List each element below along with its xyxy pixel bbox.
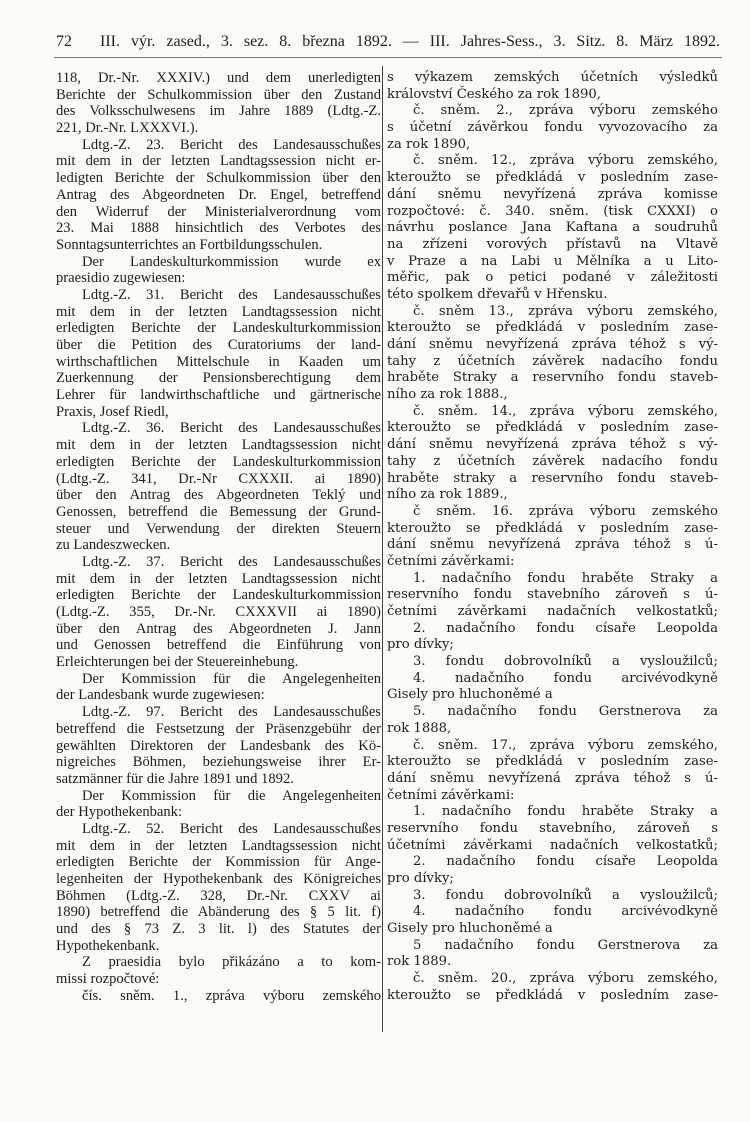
text-line: této spolkem dřevařů v Hřensku. [387, 286, 608, 302]
text-line: č. sněm. 12., zpráva výboru zemského, [413, 153, 718, 169]
text-line: dání sněmu nevyřízená zpráva téhož s ú- [387, 537, 718, 553]
text-line: Zuerkennung der Pensionsberechtigung dem [56, 370, 381, 387]
german-column [56, 70, 381, 1005]
text-line: praesidio zugewiesen: [56, 270, 186, 287]
text-line: mit dem in der letzten Landtagssession nicht [56, 437, 381, 454]
text-line: Lehrer für landwirthschaftliche und gärtnerische [56, 387, 381, 404]
column-divider [382, 66, 383, 1032]
text-line: gewählten Direktoren der Landesbank des Kö- [56, 737, 381, 754]
text-line: ního za rok 1889., [387, 487, 508, 503]
text-line: mit dem in der letzten Landtagssession nicht [56, 570, 381, 587]
text-line: kteroužto se předkládá v posledním zase- [387, 170, 718, 186]
text-line: č. sněm. 14., zpráva výboru zemského, [413, 403, 718, 419]
text-line: ledigten Berichte der Schulkommission über den [56, 170, 381, 187]
text-line: 3. fondu dobrovolníků a vysloužilců; [413, 887, 718, 903]
text-line: č. sněm 13., zpráva výboru zemského, [413, 303, 718, 319]
text-line: über den Antrag des Abgeordneten Teklý und [56, 487, 381, 504]
text-line: 1. nadačního fondu hraběte Straky a [413, 804, 718, 820]
text-line: 2. nadačního fondu císaře Leopolda [413, 620, 718, 636]
text-line: Gisely pro hluchoněmé a [387, 687, 553, 703]
text-line: ního za rok 1888., [387, 387, 508, 403]
text-line: č. sněm. 17., zpráva výboru zemského, [413, 737, 718, 753]
text-line: rok 1889. [387, 954, 452, 970]
text-line: kteroužto se předkládá v posledním zase- [387, 320, 718, 336]
text-line: über die Petition des Curatoriums der land- [56, 337, 381, 353]
text-line: Der Kommission für die Angelegenheiten [82, 787, 381, 804]
text-line: měřic, pak o petici podané v záležitosti [387, 270, 718, 286]
text-line: Ldtg.-Z. 23. Bericht des Landesausschußes [82, 136, 381, 153]
text-line: des Volksschulwesens im Jahre 1889 (Ldtg.-Z. [56, 103, 381, 120]
text-line: erledigten Berichte der Landeskulturkommission [56, 587, 381, 604]
text-line: č. sněm. 2., zpráva výboru zemského [413, 103, 718, 119]
page-number: 72 [56, 33, 72, 50]
text-line: reservního fondu stavebního, zároveň s [387, 820, 718, 836]
text-line: wirthschaftlichen Mittelschule in Kaaden um [56, 353, 381, 370]
text-line: Der Kommission für die Angelegenheiten [82, 670, 381, 687]
text-line: satzmänner für die Jahre 1891 und 1892. [56, 770, 294, 787]
text-line: kteroužto se předkládá v posledním zase- [387, 520, 718, 536]
text-line: und Genossen betreffend die Einführung von [56, 637, 381, 654]
text-line: četními závěrkami: [387, 787, 515, 803]
text-line: rok 1888, [387, 720, 452, 736]
text-line: steuer und Verwendung der direkten Steuern [56, 520, 381, 537]
text-line: Gisely pro hluchoněmé a [387, 921, 553, 937]
text-line: 5 nadačního fondu Gerstnerova za [413, 937, 718, 953]
czech-column [387, 70, 718, 1005]
text-line: mit dem in der letzten Landtagssession nicht er- [56, 153, 381, 170]
text-line: království Českého za rok 1890, [387, 86, 601, 102]
text-line: den Widerruf der Ministerialverordnung vom [56, 203, 381, 220]
text-line: dání sněmu nevyřízená zpráva komisse [387, 186, 718, 202]
text-line: reservního fondu stavebního zároveň s ú- [387, 587, 718, 603]
text-line: návrhu poslance Jana Kaftana a soudruhů [387, 220, 718, 236]
text-line: Praxis, Josef Riedl, [56, 403, 169, 420]
text-line: čís. sněm. 1., zpráva výboru zemského [82, 987, 381, 1004]
text-line: Erleichterungen bei der Steuereinhebung. [56, 654, 299, 671]
text-line: Ldtg.-Z. 31. Bericht des Landesausschußes [82, 286, 381, 303]
text-line: zu Landeszwecken. [56, 537, 171, 554]
text-line: Hypothekenbank. [56, 937, 160, 954]
text-line: Der Landeskulturkommission wurde ex [82, 253, 381, 270]
text-line: v Praze a na Labi u Mělníka a u Lito- [387, 253, 718, 269]
text-line: nigreiches Böhmen, beziehungsweise ihrer Er- [56, 754, 381, 771]
text-line: s účetní závěrkou fondu vyvozovacího za [387, 120, 718, 136]
text-line: 4. nadačního fondu arcivévodkyně [413, 670, 718, 686]
text-line: 5. nadačního fondu Gerstnerova za [413, 704, 718, 720]
text-line: Ldtg.-Z. 52. Bericht des Landesausschußes [82, 820, 381, 837]
text-line: 221, Dr.-Nr. LXXXVI.). [56, 120, 199, 137]
text-line: účetními závěrkami nadačních velkostatků; [387, 837, 718, 853]
text-line: č. sněm. 20., zpráva výboru zemského, [413, 971, 718, 987]
text-line: und des § 73 Z. 3 lit. l) des Statutes der [56, 921, 381, 938]
text-line: erledigten Berichte der Landeskulturkommission [56, 320, 381, 337]
text-line: Antrag des Abgeordneten Dr. Engel, betreffend [56, 186, 381, 203]
text-line: tahy z účetních závěrek nadacího fondu [387, 453, 718, 469]
text-line: 118, Dr.-Nr. XXXIV.) und dem unerledigten [56, 70, 381, 86]
text-line: 23. Mai 1888 hinsichtlich des Verbotes des [56, 220, 381, 237]
text-line: (Ldtg.-Z. 355, Dr.-Nr. CXXXVII ai 1890) [56, 604, 381, 620]
text-line: legenheiten der Hypothekenbank des Königreiches [56, 871, 381, 887]
text-line: betreffend die Festsetzung der Präsenzgebühr der [56, 720, 381, 737]
text-line: Z praesidia bylo přikázáno a to kom- [82, 954, 381, 971]
text-line: hraběte Straky a reservního fondu staveb- [387, 370, 718, 386]
header-rule [54, 57, 722, 58]
text-line: četními závěrkami: [387, 553, 515, 569]
text-line: s výkazem zemských účetních výsledků [387, 70, 718, 85]
text-line: 3. fondu dobrovolníků a vysloužilců; [413, 654, 718, 670]
text-line: pro dívky; [387, 871, 454, 886]
text-line: kteroužto se předkládá v posledním zase- [387, 420, 718, 436]
text-line: über den Antrag des Abgeordneten J. Jann [56, 620, 381, 637]
text-line: mit dem in der letzten Landtagssession nicht [56, 837, 381, 854]
text-line: Ldtg.-Z. 36. Bericht des Landesausschußes [82, 420, 381, 437]
text-line: kteroužto se předkládá v posledním zase- [387, 987, 718, 1003]
text-line: 4. nadačního fondu arcivévodkyně [413, 904, 718, 920]
text-line: dání sněmu nevyřízená zpráva téhož s vý- [387, 437, 718, 453]
text-line: 1. nadačního fondu hraběte Straky a [413, 570, 718, 586]
text-line: dání sněmu nevyřízená zpráva téhož s vý- [387, 337, 718, 352]
running-header [56, 33, 720, 53]
text-line: 2. nadačního fondu císaře Leopolda [413, 854, 718, 870]
text-line: Ldtg.-Z. 37. Bericht des Landesausschußes [82, 553, 381, 570]
text-line: hraběte straky a reservního fondu staveb- [387, 470, 718, 486]
text-line: der Hypothekenbank: [56, 804, 183, 821]
text-line: pro dívky; [387, 637, 454, 653]
text-line: Sonntagsunterrichtes an Fortbildungsschulen. [56, 236, 323, 253]
text-line: erledigten Berichte der Landeskulturkommission [56, 453, 381, 470]
text-line: za rok 1890, [387, 136, 471, 152]
text-line: kteroužto se předkládá v posledním zase- [387, 754, 718, 770]
text-line: erledigten Berichte der Kommission für Ange- [56, 854, 381, 871]
text-line: četními závěrkami nadačních velkostatků; [387, 604, 718, 619]
text-line: 1890) betreffend die Abänderung des § 5 lit. f) [56, 904, 381, 921]
text-line: na zřízeni vorových přístavů na Vltavě [387, 236, 718, 252]
text-line: Ldtg.-Z. 97. Bericht des Landesausschußes [82, 704, 381, 721]
text-line: Genossen, betreffend die Bemessung der Grund- [56, 503, 381, 520]
text-line: missi rozpočtové: [56, 971, 160, 988]
text-line: der Landesbank wurde zugewiesen: [56, 687, 265, 704]
text-line: tahy z účetních závěrek nadacího fondu [387, 353, 718, 369]
text-line: rozpočtové: č. 340. sněm. (tisk CXXXI) o [387, 203, 718, 219]
text-line: mit dem in der letzten Landtagssession nicht [56, 303, 381, 320]
running-title: III. výr. zased., 3. sez. 8. března 1892. — III. Jahres-Sess., 3. Sitz. 8. März 1892. [100, 33, 720, 50]
text-line: Berichte der Schulkommission über den Zustand [56, 86, 381, 103]
text-line: Böhmen (Ldtg.-Z. 328, Dr.-Nr. CXXV ai [56, 887, 381, 904]
text-line: (Ldtg.-Z. 341, Dr.-Nr CXXXII. ai 1890) [56, 470, 381, 487]
text-line: č sněm. 16. zpráva výboru zemského [413, 503, 718, 519]
text-line: dání sněmu nevyřízená zpráva téhož s ú- [387, 770, 718, 786]
